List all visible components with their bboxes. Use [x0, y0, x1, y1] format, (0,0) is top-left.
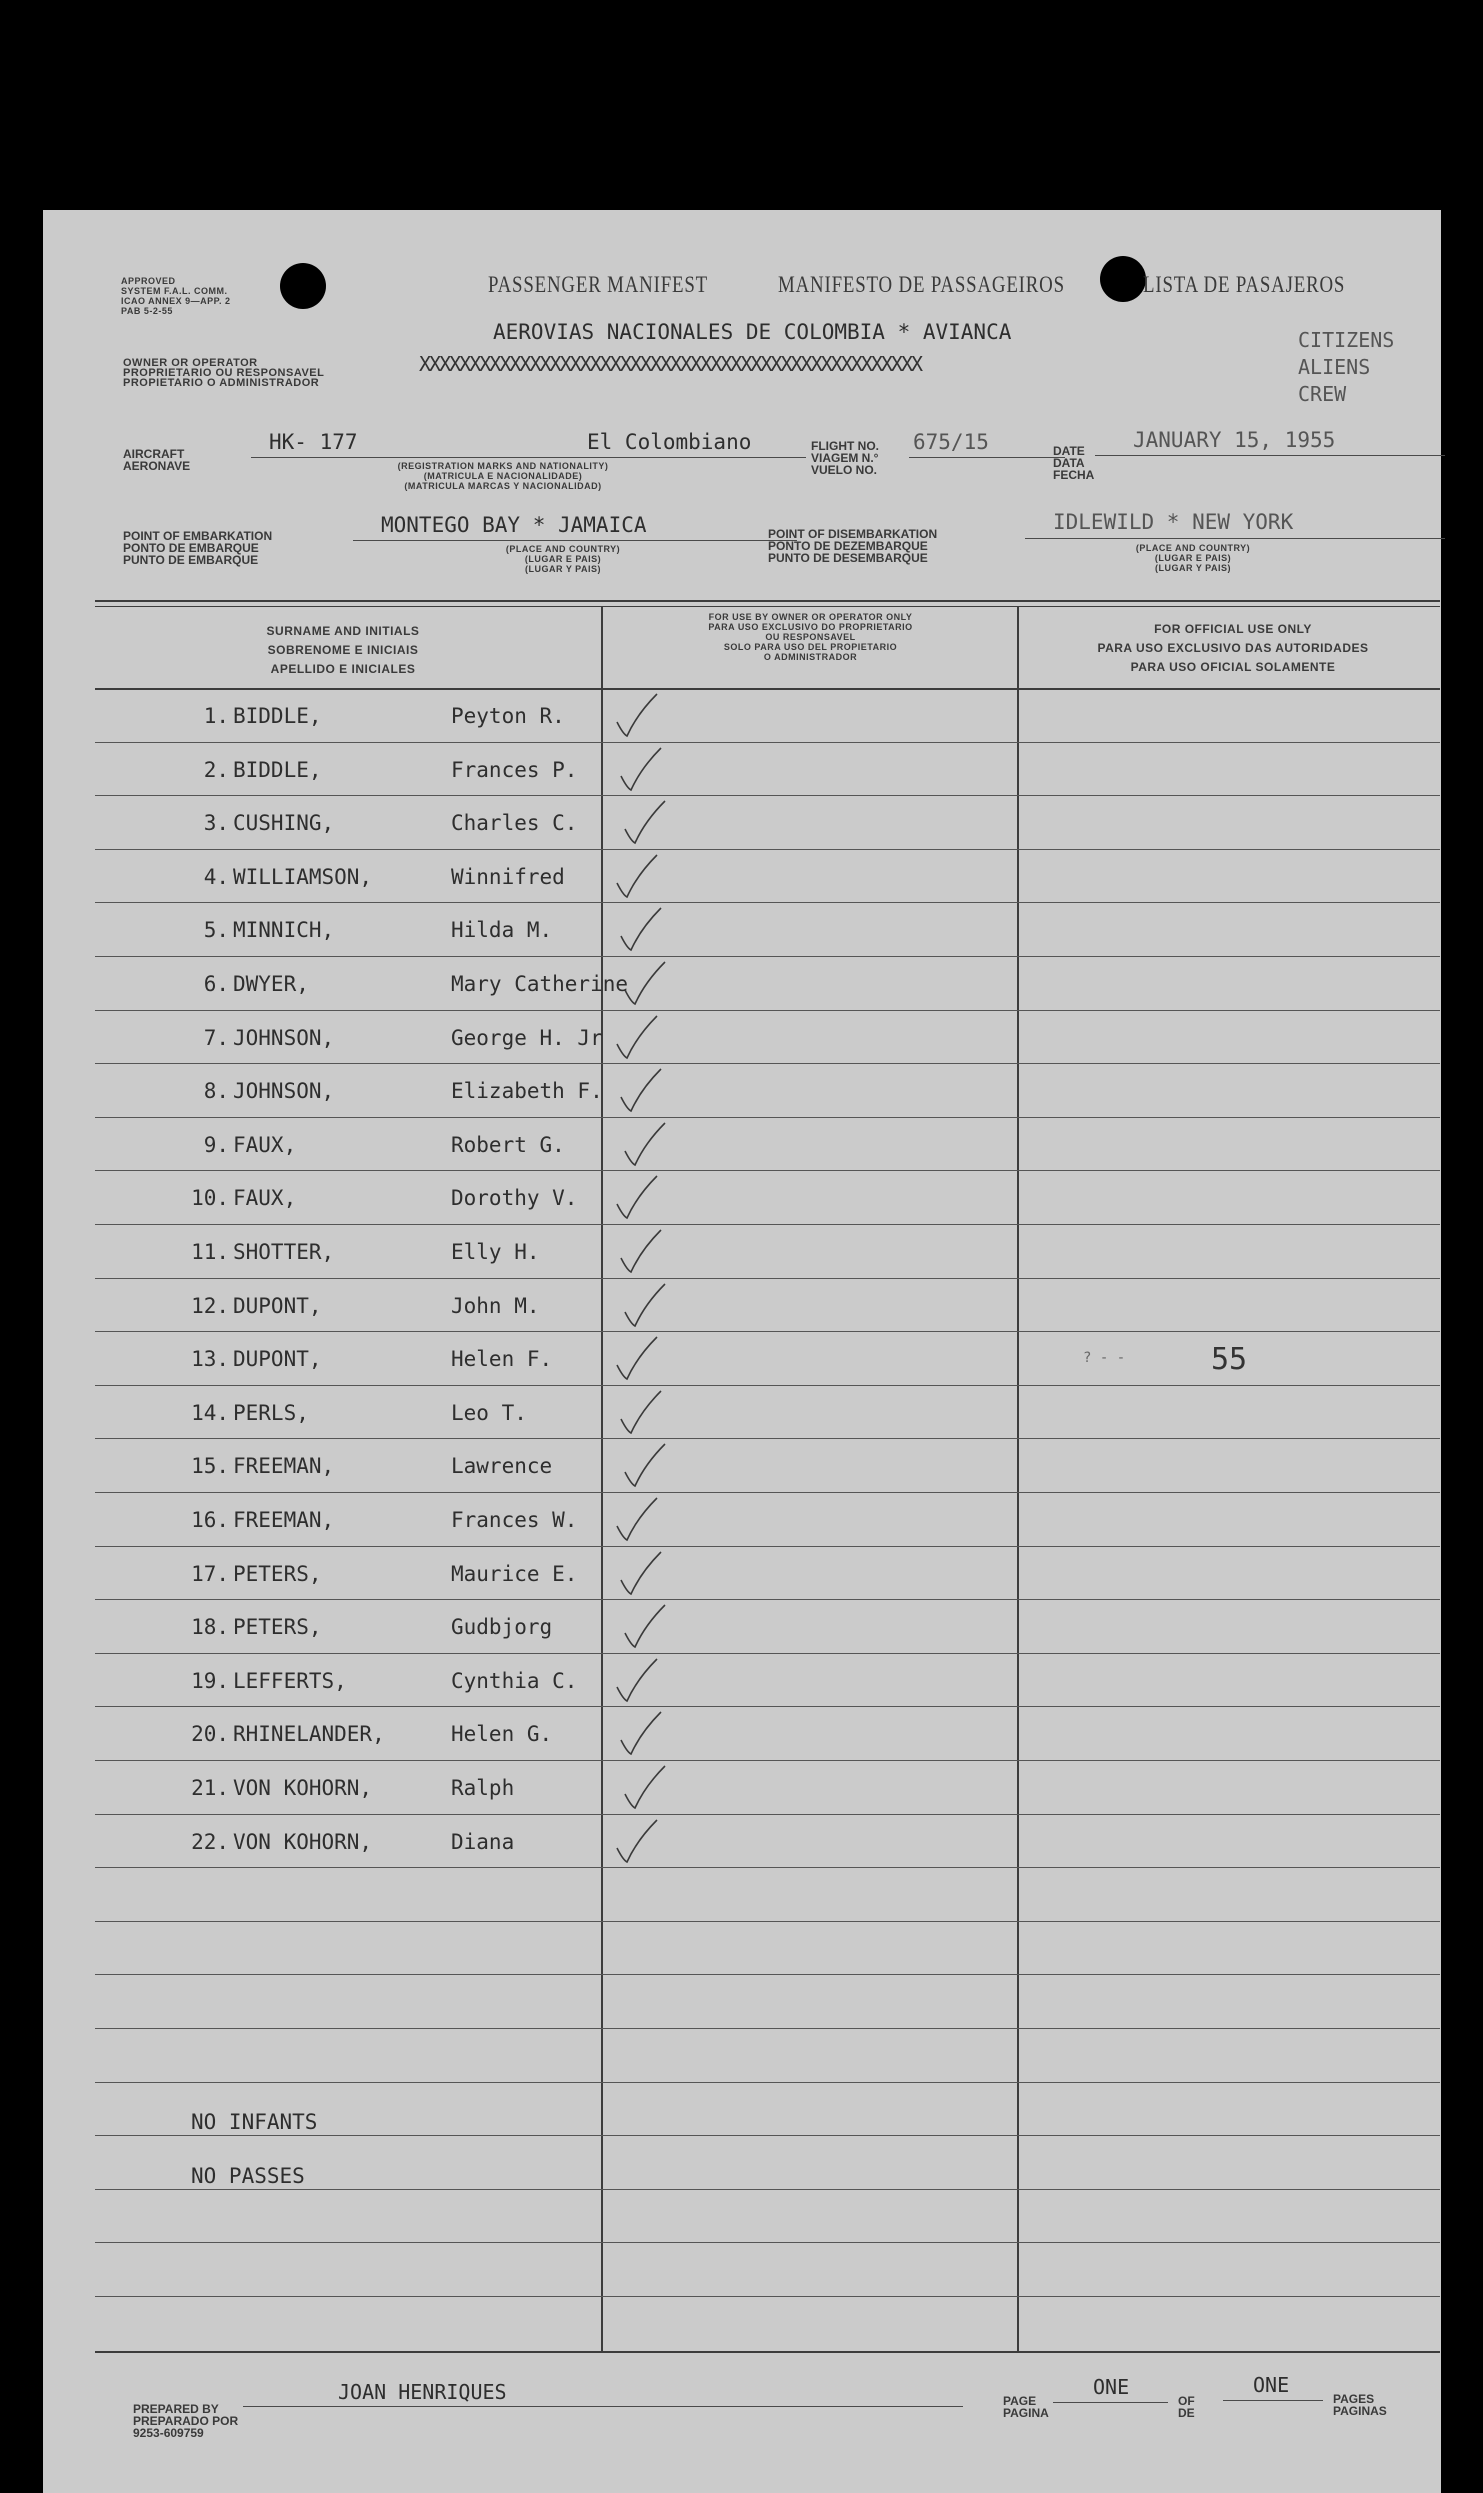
- passenger-row: [143, 1022, 1053, 1076]
- passenger-surname: CUSHING,: [233, 811, 335, 835]
- row-rule: [95, 1921, 1440, 1922]
- aircraft-name: El Colombiano: [587, 430, 752, 454]
- passenger-surname: LEFFERTS,: [233, 1669, 347, 1693]
- official-use-column-header: FOR OFFICIAL USE ONLY PARA USO EXCLUSIVO DAS AUTORIDADES PARA USO OFICIAL SOLAMENTE: [1097, 622, 1369, 674]
- embarkation-labels: POINT OF EMBARKATION PONTO DE EMBARQUE PUNTO DE EMBARQUE: [123, 529, 273, 567]
- passenger-row: [143, 1772, 1053, 1826]
- disembarkation-labels: POINT OF DISEMBARKATION PONTO DE DEZEMBARQUE PUNTO DE DESEMBARQUE: [768, 527, 938, 565]
- note-no-infants: NO INFANTS: [191, 2110, 318, 2134]
- passenger-given-name: John M.: [451, 1294, 540, 1318]
- prepared-by-value: JOAN HENRIQUES: [338, 2380, 507, 2404]
- passenger-surname: VON KOHORN,: [233, 1830, 373, 1854]
- status-options: [1298, 327, 1394, 408]
- prepared-by-labels: PREPARED BY PREPARADO POR 9253-609759: [133, 2402, 239, 2440]
- passenger-surname: DWYER,: [233, 972, 309, 996]
- passenger-surname: SHOTTER,: [233, 1240, 335, 1264]
- passenger-number: 14.: [191, 1401, 229, 1425]
- passenger-surname: WILLIAMSON,: [233, 865, 373, 889]
- passenger-number: 20.: [191, 1722, 229, 1746]
- passenger-row: [143, 1611, 1053, 1665]
- passenger-number: 12.: [191, 1294, 229, 1318]
- title-spanish: LISTA DE PASAJEROS: [1143, 272, 1346, 297]
- approval-block: APPROVED SYSTEM F.A.L. COMM. ICAO ANNEX 9—APP. 2 PAB 5-2-55: [121, 276, 231, 316]
- passenger-number: 18.: [191, 1615, 229, 1639]
- check-mark-icon: [613, 1333, 673, 1393]
- date-value: JANUARY 15, 1955: [1133, 428, 1336, 452]
- punch-hole-left: [280, 263, 326, 309]
- passenger-row: [143, 1558, 1053, 1612]
- operator-strikeout: XXXXXXXXXXXXXXXXXXXXXXXXXXXXXXXXXXXXXXXXXXXXXXXXXX: [419, 352, 922, 376]
- passenger-surname: FREEMAN,: [233, 1508, 335, 1532]
- row-rule: [95, 2082, 1440, 2083]
- title-portuguese: MANIFESTO DE PASSAGEIROS: [778, 272, 1065, 297]
- row-rule: [95, 2028, 1440, 2029]
- passenger-surname: BIDDLE,: [233, 704, 322, 728]
- passenger-given-name: Lawrence: [451, 1454, 553, 1478]
- passenger-number: 10.: [191, 1186, 229, 1210]
- check-mark-icon: [621, 1762, 681, 1822]
- check-mark-icon: [617, 1226, 677, 1286]
- flight-number: 675/15: [913, 430, 989, 454]
- passenger-given-name: Peyton R.: [451, 704, 565, 728]
- passenger-given-name: Charles C.: [451, 811, 578, 835]
- passenger-given-name: Frances P.: [451, 758, 578, 782]
- passenger-number: 13.: [191, 1347, 229, 1371]
- check-mark-icon: [613, 1816, 673, 1876]
- passenger-given-name: Elizabeth F.: [451, 1079, 603, 1103]
- check-mark-icon: [617, 1548, 677, 1608]
- row-rule: [95, 2189, 1440, 2190]
- passenger-given-name: Dorothy V.: [451, 1186, 578, 1210]
- check-mark-icon: [621, 1601, 681, 1661]
- passenger-surname: VON KOHORN,: [233, 1776, 373, 1800]
- passenger-number: 21.: [191, 1776, 229, 1800]
- passenger-number: 19.: [191, 1669, 229, 1693]
- passenger-given-name: Winnifred: [451, 865, 565, 889]
- passenger-number: 9.: [203, 1133, 229, 1157]
- aircraft-registration: HK- 177: [269, 430, 358, 454]
- passenger-number: 8.: [203, 1079, 229, 1103]
- check-mark-icon: [621, 1440, 681, 1500]
- passenger-row: [143, 700, 1053, 754]
- passenger-row: [143, 1826, 1053, 1880]
- disembarkation-value: IDLEWILD * NEW YORK: [1053, 510, 1294, 534]
- passenger-surname: PETERS,: [233, 1562, 322, 1586]
- row-rule: [95, 2296, 1440, 2297]
- check-mark-icon: [613, 1172, 673, 1232]
- passenger-given-name: Helen F.: [451, 1347, 553, 1371]
- passenger-row: [143, 1075, 1053, 1129]
- embark-place-sublabels: (PLACE AND COUNTRY) (LUGAR E PAIS) (LUGAR Y PAIS): [505, 544, 621, 574]
- passenger-given-name: Hilda M.: [451, 918, 553, 942]
- passenger-given-name: Maurice E.: [451, 1562, 578, 1586]
- passenger-given-name: Frances W.: [451, 1508, 578, 1532]
- passenger-number: 1.: [203, 704, 229, 728]
- passenger-number: 22.: [191, 1830, 229, 1854]
- passenger-surname: JOHNSON,: [233, 1079, 335, 1103]
- official-annotation-mark: ? - -: [1083, 1350, 1126, 1366]
- passenger-surname: DUPONT,: [233, 1347, 322, 1371]
- embarkation-value: MONTEGO BAY * JAMAICA: [381, 513, 647, 537]
- passenger-number: 5.: [203, 918, 229, 942]
- passenger-given-name: Mary Catherine: [451, 972, 629, 996]
- check-mark-icon: [613, 1655, 673, 1715]
- row-rule: [95, 2135, 1440, 2136]
- passenger-number: 15.: [191, 1454, 229, 1478]
- passenger-surname: JOHNSON,: [233, 1026, 335, 1050]
- punch-hole-right: [1100, 256, 1146, 302]
- passenger-row: [143, 1129, 1053, 1183]
- check-mark-icon: [617, 904, 677, 964]
- date-labels: DATE DATA FECHA: [1053, 444, 1095, 482]
- check-mark-icon: [621, 1280, 681, 1340]
- title-english: PASSENGER MANIFEST: [488, 272, 709, 297]
- passenger-number: 3.: [203, 811, 229, 835]
- passenger-given-name: Helen G.: [451, 1722, 553, 1746]
- passenger-surname: PERLS,: [233, 1401, 309, 1425]
- form-code: 9253-609759: [133, 2426, 204, 2440]
- passenger-surname: RHINELANDER,: [233, 1722, 385, 1746]
- operator-labels: OWNER OR OPERATOR PROPRIETARIO OU RESPONSAVEL PROPIETARIO O ADMINISTRADOR: [123, 357, 325, 389]
- passenger-given-name: George H. Jr: [451, 1026, 603, 1050]
- operator-use-column-header: FOR USE BY OWNER OR OPERATOR ONLY PARA USO EXCLUSIVO DO PROPRIETARIO OU RESPONSAVEL SOLO PARA USO DEL PROPIETARIO O ADMINISTRADOR: [708, 612, 913, 662]
- check-mark-icon: [613, 690, 673, 750]
- status-aliens: ALIENS: [1298, 355, 1371, 379]
- passenger-row: [143, 1343, 1053, 1397]
- passenger-row: [143, 754, 1053, 808]
- manifest-sheet: [43, 210, 1441, 2493]
- page-value: ONE: [1093, 2375, 1130, 2399]
- of-labels: OF DE: [1178, 2394, 1195, 2420]
- passenger-surname: MINNICH,: [233, 918, 335, 942]
- passenger-given-name: Diana: [451, 1830, 515, 1854]
- check-mark-icon: [613, 851, 673, 911]
- passenger-surname: PETERS,: [233, 1615, 322, 1639]
- passenger-row: [143, 807, 1053, 861]
- passenger-surname: DUPONT,: [233, 1294, 322, 1318]
- passenger-given-name: Gudbjorg: [451, 1615, 553, 1639]
- passenger-surname: FREEMAN,: [233, 1454, 335, 1478]
- disembark-place-sublabels: (PLACE AND COUNTRY) (LUGAR E PAIS) (LUGAR Y PAIS): [1135, 543, 1251, 573]
- passenger-number: 2.: [203, 758, 229, 782]
- passenger-row: [143, 1236, 1053, 1290]
- check-mark-icon: [617, 1708, 677, 1768]
- check-mark-icon: [621, 1119, 681, 1179]
- status-citizens: CITIZENS: [1298, 328, 1395, 352]
- passenger-surname: BIDDLE,: [233, 758, 322, 782]
- passenger-given-name: Cynthia C.: [451, 1669, 578, 1693]
- passenger-number: 6.: [203, 972, 229, 996]
- check-mark-icon: [617, 1387, 677, 1447]
- passenger-row: [143, 1182, 1053, 1236]
- passenger-row: [143, 1450, 1053, 1504]
- passenger-number: 4.: [203, 865, 229, 889]
- passenger-row: [143, 1665, 1053, 1719]
- passenger-surname: FAUX,: [233, 1186, 297, 1210]
- passenger-row: [143, 1290, 1053, 1344]
- passenger-number: 11.: [191, 1240, 229, 1264]
- check-mark-icon: [621, 958, 681, 1018]
- passenger-number: 7.: [203, 1026, 229, 1050]
- aircraft-labels: AIRCRAFT AERONAVE: [123, 447, 191, 473]
- passenger-given-name: Leo T.: [451, 1401, 527, 1425]
- check-mark-icon: [613, 1494, 673, 1554]
- row-rule: [95, 2242, 1440, 2243]
- passenger-row: [143, 968, 1053, 1022]
- surname-column-header: SURNAME AND INITIALS SOBRENOME E INICIAIS APELLIDO E INICIALES: [266, 624, 420, 676]
- page-labels: PAGE PAGINA: [1003, 2394, 1049, 2420]
- operator-value: AEROVIAS NACIONALES DE COLOMBIA * AVIANCA: [493, 320, 1012, 344]
- check-mark-icon: [613, 1012, 673, 1072]
- registration-sublabels: (REGISTRATION MARKS AND NATIONALITY) (MATRICULA E NACIONALIDADE) (MATRICULA MARCAS Y NACIONALIDAD): [397, 461, 609, 491]
- passenger-number: 16.: [191, 1508, 229, 1532]
- of-value: ONE: [1253, 2373, 1290, 2397]
- passenger-row: [143, 861, 1053, 915]
- passenger-given-name: Elly H.: [451, 1240, 540, 1264]
- passenger-given-name: Ralph: [451, 1776, 515, 1800]
- official-annotation: 55: [1211, 1342, 1248, 1377]
- passenger-number: 17.: [191, 1562, 229, 1586]
- flight-labels: FLIGHT NO. VIAGEM N.° VUELO NO.: [811, 439, 879, 477]
- passenger-row: [143, 1504, 1053, 1558]
- check-mark-icon: [617, 1065, 677, 1125]
- check-mark-icon: [621, 797, 681, 857]
- check-mark-icon: [617, 744, 677, 804]
- status-crew: CREW: [1298, 382, 1347, 406]
- passenger-row: [143, 1718, 1053, 1772]
- row-rule: [95, 1974, 1440, 1975]
- passenger-row: [143, 1397, 1053, 1451]
- note-no-passes: NO PASSES: [191, 2164, 305, 2188]
- pages-labels: PAGES PAGINAS: [1333, 2392, 1387, 2418]
- passenger-given-name: Robert G.: [451, 1133, 565, 1157]
- passenger-surname: FAUX,: [233, 1133, 297, 1157]
- passenger-row: [143, 914, 1053, 968]
